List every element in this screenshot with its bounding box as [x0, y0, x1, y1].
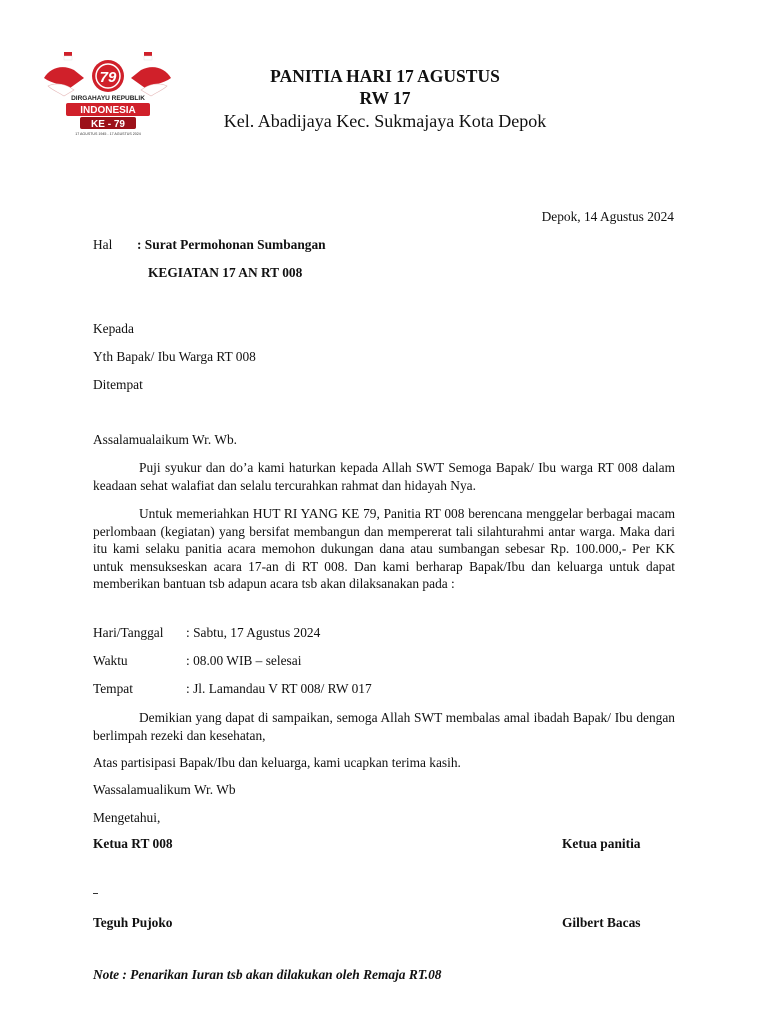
signature-mark [93, 893, 98, 894]
paragraph-3: Demikian yang dapat di sampaikan, semoga Allah SWT membalas amal ibadah Bapak/ Ibu dengan berlimpah rezeki dan kesehatan, [93, 710, 675, 743]
flag-left [64, 52, 72, 56]
greeting: Assalamualaikum Wr. Wb. [93, 432, 238, 447]
detail-value-place: : Jl. Lamandau V RT 008/ RW 017 [186, 681, 372, 696]
paragraph-4: Atas partisipasi Bapak/Ibu dan keluarga, kami ucapkan terima kasih. [93, 755, 461, 770]
closing: Wassalamualikum Wr. Wb [93, 782, 236, 797]
logo-line3: KE - 79 [91, 119, 125, 130]
signature-left-title: Ketua RT 008 [93, 836, 173, 851]
acknowledge: Mengetahui, [93, 810, 161, 825]
logo-number: 79 [99, 69, 117, 86]
recipient-line2: Yth Bapak/ Ibu Warga RT 008 [93, 349, 256, 364]
subject-label: Hal [93, 237, 113, 252]
detail-label-place: Tempat [93, 681, 133, 696]
letter-date: Depok, 14 Agustus 2024 [541, 209, 674, 224]
header-address: Kel. Abadijaya Kec. Sukmajaya Kota Depok [223, 111, 547, 131]
signature-right-name: Gilbert Bacas [562, 915, 641, 930]
flag-right [144, 52, 152, 56]
dirgahayu-ri-79-logo [40, 48, 175, 140]
recipient-line3: Ditempat [93, 377, 143, 392]
logo-line1: DIRGAHAYU REPUBLIK [71, 95, 145, 102]
recipient-line1: Kepada [93, 321, 134, 336]
footer-note: Note : Penarikan Iuran tsb akan dilakukan oleh Remaja RT.08 [93, 967, 442, 982]
header-title: PANITIA HARI 17 AGUSTUS [270, 66, 500, 86]
logo-line2: INDONESIA [80, 105, 136, 116]
subject-value: : Surat Permohonan Sumbangan [137, 237, 326, 252]
logo-line4: 17 AGUSTUS 1945 - 17 AGUSTUS 2024 [75, 132, 141, 136]
paragraph-2: Untuk memeriahkan HUT RI YANG KE 79, Panitia RT 008 berencana menggelar berbagai macam perlombaan (kegiatan) yang bersifat membangun dan mempererat tali silahturahmi antar warga. Maka dari itu kami selaku panitia acara memohon dukungan dana atau sumbangan sebesar Rp. 100.000,- Per KK untuk mensukseskan acara 17-an di RT 008. Dan kami berharap Bapak/Ibu dan keluarga untuk dapat memberikan bantuan tsb adapun acara tsb akan dilaksanakan pada : [93, 506, 675, 592]
signature-right-title: Ketua panitia [562, 836, 641, 851]
header-rw: RW 17 [359, 88, 411, 108]
detail-value-time: : 08.00 WIB – selesai [186, 653, 302, 668]
paragraph-1: Puji syukur dan do’a kami haturkan kepada Allah SWT Semoga Bapak/ Ibu warga RT 008 dalam keadaan sehat walafiat dan selalu tercurahkan rahmat dan hidayah Nya. [93, 460, 675, 493]
detail-label-date: Hari/Tanggal [93, 625, 164, 640]
signature-left-name: Teguh Pujoko [93, 915, 173, 930]
subject-line2: KEGIATAN 17 AN RT 008 [148, 265, 303, 280]
detail-label-time: Waktu [93, 653, 128, 668]
detail-value-date: : Sabtu, 17 Agustus 2024 [186, 625, 321, 640]
